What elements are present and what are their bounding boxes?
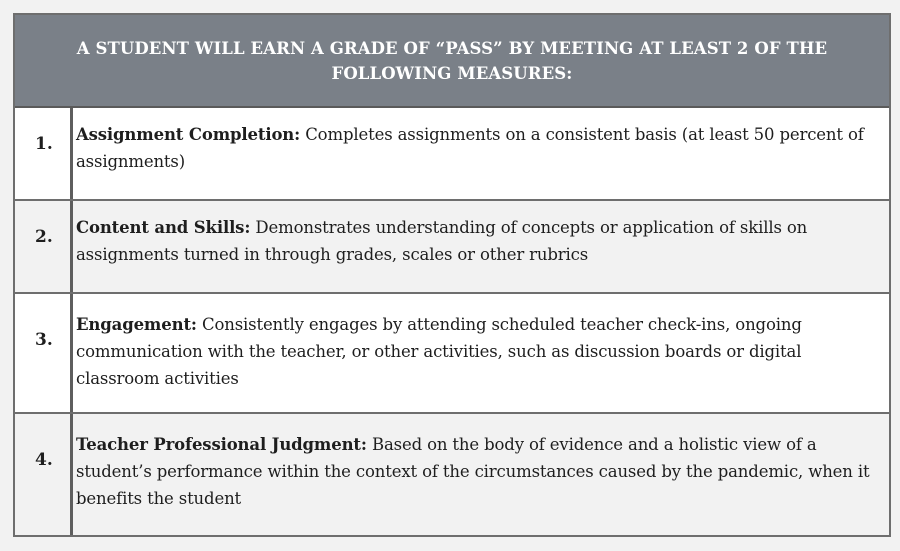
grading-measures-table bbox=[13, 13, 891, 537]
table-header bbox=[15, 15, 889, 108]
row-number: 3. bbox=[15, 294, 73, 412]
row-text bbox=[73, 294, 889, 412]
table-row bbox=[15, 294, 889, 414]
row-text bbox=[73, 414, 889, 535]
measure-description: Completes assignments on a consistent basis (at least 50 percent of assignments) bbox=[76, 125, 864, 171]
measure-description: Based on the body of evidence and a holistic view of a student’s performance within the context of the circumstances caused by the pandemic, when it benefits the student bbox=[76, 435, 870, 508]
header-title: A STUDENT WILL EARN A GRADE OF “PASS” BY MEETING AT LEAST 2 OF THE FOLLOWING MEASURES: bbox=[76, 38, 828, 83]
row-number: 1. bbox=[15, 108, 73, 199]
measure-label: Engagement: bbox=[76, 315, 197, 334]
row-number: 4. bbox=[15, 414, 73, 535]
measure-label: Content and Skills: bbox=[76, 218, 251, 237]
measure-label: Assignment Completion: bbox=[76, 125, 301, 144]
table-row bbox=[15, 414, 889, 535]
row-text bbox=[73, 108, 889, 199]
measure-description: Demonstrates understanding of concepts or application of skills on assignments turned in through grades, scales or other rubrics bbox=[76, 218, 808, 264]
measure-description: Consistently engages by attending scheduled teacher check-ins, ongoing communication with the teacher, or other activities, such as discussion boards or digital classroom activities bbox=[76, 315, 802, 388]
table-row bbox=[15, 108, 889, 201]
row-number: 2. bbox=[15, 201, 73, 292]
row-text bbox=[73, 201, 889, 292]
measure-label: Teacher Professional Judgment: bbox=[76, 435, 367, 454]
table-row bbox=[15, 201, 889, 294]
